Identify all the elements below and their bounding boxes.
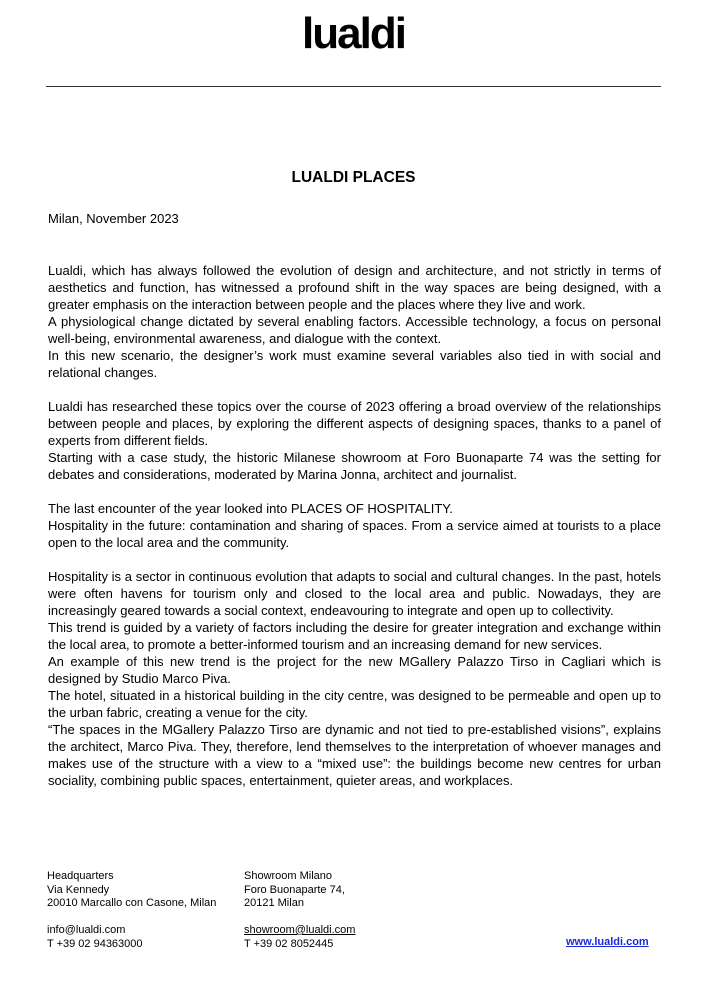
paragraph-spacer xyxy=(48,381,661,398)
header-divider xyxy=(46,86,661,87)
document-body xyxy=(48,262,661,789)
paragraph-spacer xyxy=(48,483,661,500)
highlight-places-of-hospitality: PLACES OF HOSPITALITY. xyxy=(290,501,453,516)
headquarters-address-line2: 20010 Marcallo con Casone, Milan xyxy=(47,897,217,909)
footer-headquarters xyxy=(47,870,216,951)
document-title: LUALDI PLACES xyxy=(291,169,416,186)
paragraph: Lualdi, which has always followed the evolution of design and architecture, and not strictly in terms of aesthetics and function, has witnessed a profound shift in the way spaces are being designed, with a greater emphasis on the interaction between people and the places where they live and work. xyxy=(48,263,661,312)
paragraph: In this new scenario, the designer’s work must examine several variables also tied in with social and relational changes. xyxy=(48,348,661,380)
showroom-email-link[interactable]: showroom@lualdi.com xyxy=(244,924,356,936)
paragraph: Lualdi has researched these topics over the course of 2023 offering a broad overview of the relationships between people and places, by exploring the different aspects of designing spaces, thanks to a panel of experts from different fields. xyxy=(48,399,661,448)
headquarters-email[interactable]: info@lualdi.com xyxy=(47,924,126,936)
showroom-phone: T +39 02 8052445 xyxy=(244,937,334,950)
headquarters-address-line1: Via Kennedy xyxy=(47,883,110,896)
footer-showroom xyxy=(244,870,355,951)
paragraph xyxy=(48,653,661,687)
highlight-mgallery-palazzo-tirso: MGallery Palazzo Tirso xyxy=(398,654,539,669)
paragraph: The hotel, situated in a historical building in the city centre, was designed to be permeable and open up to the urban fabric, creating a venue for the city. xyxy=(48,688,661,720)
showroom-label: Showroom Milano xyxy=(244,870,333,882)
paragraph-text: An example of this new trend is the project for the new xyxy=(48,654,399,669)
paragraph: Hospitality in the future: contamination and sharing of spaces. From a service aimed at tourists to a place open to the local area and the community. xyxy=(48,518,661,550)
paragraph: A physiological change dictated by several enabling factors. Accessible technology, a focus on personal well-being, environmental awareness, and dialogue with the context. xyxy=(48,314,661,346)
dateline: Milan, November 2023 xyxy=(48,211,179,226)
paragraph: “The spaces in the MGallery Palazzo Tirso are dynamic and not tied to pre-established visions”, explains the architect, Marco Piva. They, therefore, lend themselves to the interpretation of whoever manages and makes use of the structure with a view to a “mixed use”: the buildings become new centres for urban sociality, combining public spaces, entertainment, quieter areas, and workplaces. xyxy=(48,722,661,788)
website-link[interactable]: www.lualdi.com xyxy=(566,936,649,948)
paragraph-spacer xyxy=(48,551,661,568)
website-link-container xyxy=(566,936,649,949)
headquarters-phone: T +39 02 94363000 xyxy=(47,937,143,950)
paragraph: Hospitality is a sector in continuous evolution that adapts to social and cultural changes. In the past, hotels were often havens for tourism only and closed to the local area and public. Nowadays, they are increasingly geared towards a social context, endeavouring to integrate and open up to collectivity. xyxy=(48,569,661,618)
paragraph xyxy=(48,500,661,517)
showroom-address-line1: Foro Buonaparte 74, xyxy=(244,883,345,896)
paragraph-text: in Cagliari which is designed by Studio Marco Piva. xyxy=(48,654,662,686)
footer-spacer xyxy=(47,911,216,925)
footer-spacer xyxy=(244,911,355,925)
paragraph: Starting with a case study, the historic Milanese showroom at Foro Buonaparte 74 was the setting for debates and considerations, moderated by Marina Jonna, architect and journalist. xyxy=(48,450,661,482)
paragraph-text: The last encounter of the year looked into xyxy=(48,501,291,516)
headquarters-label: Headquarters xyxy=(47,870,114,882)
showroom-address-line2: 20121 Milan xyxy=(244,897,304,909)
lualdi-logo: lualdi xyxy=(302,9,405,58)
paragraph: This trend is guided by a variety of factors including the desire for greater integration and exchange within the local area, to promote a better-informed tourism and an increasing demand for new services. xyxy=(48,620,661,652)
